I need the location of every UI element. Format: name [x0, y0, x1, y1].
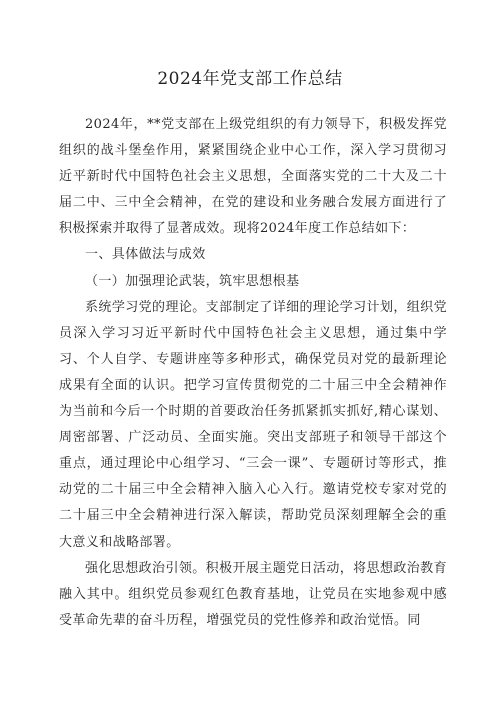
body-paragraph: 系统学习党的理论。支部制定了详细的理论学习计划，组织党员深入学习习近平新时代中国特色社会主义思想，通过集中学习、个人自学、专题讲座等多种形式，确保党员对党的最新理论成果有全面的认识。把学习宣传贯彻党的二十届三中全会精神作为当前和今后一个时期的首要政治任务抓紧抓实抓好,精心谋划、周密部署、广泛动员、全面实施。突出支部班子和领导干部这个重点，通过理论中心组学习、“三会一课”、专题研讨等形式，推动党的二十届三中全会精神入脑入心入行。邀请党校专家对党的二十届三中全会精神进行深入解读，帮助党员深刻理解全会的重大意义和战略部署。	[59, 299, 447, 550]
subsection-heading: （一）加强理论武装，筑牢思想根基	[85, 273, 300, 289]
document-title: 2024年党支部工作总结	[157, 69, 343, 89]
section-heading: 一、具体做法与成效	[85, 247, 206, 263]
document-body	[59, 112, 447, 634]
body-paragraph: 强化思想政治引领。积极开展主题党日活动，将思想政治教育融入其中。组织党员参观红色教育基地，让党员在实地参观中感受革命先辈的奋斗历程，增强党员的党性修养和政治觉悟。同	[59, 560, 447, 628]
intro-paragraph: 2024年，**党支部在上级党组织的有力领导下，积极发挥党组织的战斗堡垒作用，紧紧围绕企业中心工作，深入学习贯彻习近平新时代中国特色社会主义思想，全面落实党的二十大及二十届二中、三中全会精神，在党的建设和业务融合发展方面进行了积极探索并取得了显著成效。现将2024年度工作总结如下：	[59, 117, 447, 237]
